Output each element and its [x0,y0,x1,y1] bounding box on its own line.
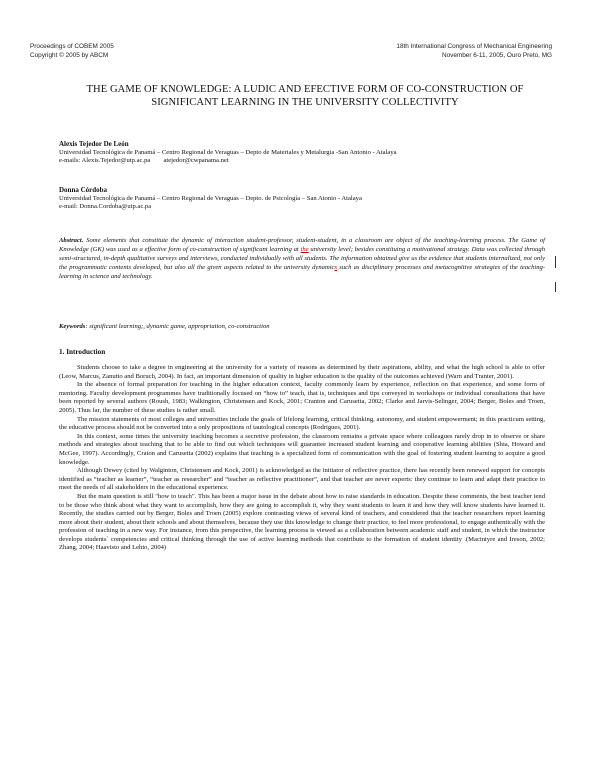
revision-bar-2 [555,282,556,292]
keywords-text: : significant learning;, dynamic game, appropriation, co-construction [85,323,270,330]
tracked-change-link-1[interactable]: the [300,246,309,254]
copyright-line: Copyright © 2005 by ABCM [30,51,109,59]
abstract [59,236,545,281]
section-heading: 1. Introduction [59,348,106,356]
running-header-left [30,43,114,60]
author-affiliation: Universidad Tecnológica de Panamá – Centro Regional de Veraguas – Depto. de Psicología – San Atonio - Atalaya [59,194,362,202]
revision-bar-1 [555,256,556,268]
abstract-label: Abstract. [59,237,84,244]
abstract-text-1: Some elements that constitute the dynamic of interaction student-professor, student-student, in a classroom are object of the teaching-learning process. The Game of Knowledge (GK) was used as a effective form of co-construction of significant learning at [59,237,545,254]
author-name: Alexis Tejedor De León [59,140,129,148]
author-block-2 [59,186,549,212]
paragraph: But the main question is still "how to teach". This has been a major issue in the debate about how to raise standards in education. Despite these comments, the best teacher tend to be those who think about what they want to accomplish, how they are going to accomplish it, why they want students to learn it and how they will know students have learned it. Recently, the studies carried out by Berger, Boles and Troen (2005) explore contrasting views of several kind of teachers, and considered that the teacher researchers report learning more about their student, about their schools and about themselves, because they use this knowledge to change their practice, to feel more professional, to engage authentically with the profession of teaching in a new way. For instance, from this perspective, the learning process is viewed as a collaboration between academic staff and student, in which the instructor develops students´ competencies and critical thinking through the use of active learning methods that contribute to the formation of student identity .(Macintyre and Ireson, 2002; Zhang, 2004; Haavisto and Lehto, 2004) [59,492,545,552]
paragraph: In the absence of formal preparation for teaching in the higher education context, faculty commonly learn by experience, reflection on that experience, and some form of mentoring. Faculty development programmes have traditionally focused on “how to” teach, that is, techniques and tips conveyed in workshops or individual consultations that have been reported by several authors (Roush, 1983; Walkington, Christensen and Kock, 2001; Cranton and Carusetta, 2002; Clarke and Jarvis-Selinger, 2004; Berger, Boles and Troen, 2005). Thus far, the number of these studies is rather small. [59,381,545,414]
author-block-1 [59,140,549,166]
running-header-right [396,43,552,60]
introduction-body [59,364,545,553]
abstract-text-2: university level; besides constituing a motivational strategy. Data was collected through semi-structured, in-depth qualitative surveys and interviews, conducted individually with all students. The information obtained give us the evidence that students internalized, not only the programmatic contents developed, but also all the given aspects related to the university dynamic [59,246,545,272]
tracked-change-link-2[interactable]: s [334,264,338,272]
date-location-line: November 6-11, 2005, Ouro Preto, MG [442,51,552,59]
author-email: e-mail: Donna.Cordoba@utp.ac.pa [59,203,152,211]
keywords-label: Keywords [59,323,86,330]
keywords [59,323,545,332]
paragraph: The mission statements of most colleges and universities include the goals of lifelong learning, critical thinking, autonomy, and student empowerment; in this practicum setting, the educative process should not be converted into a only propositions of tautological concepts (Rodrigues, 2001). [59,415,545,432]
abstract-text-3: such as disciplinary processes and metacognitive strategies of the teaching-learning in science and technology. [59,264,545,281]
author-name: Donna Córdoba [59,186,108,194]
proceedings-line: Proceedings of COBEM 2005 [30,43,114,50]
author-email: e-mails: Alexis.Tejedor@utp.ac.pa atejedor@cwpanama.net [59,157,229,165]
paragraph: Students choose to take a degree in engineering at the university for a variety of reasons as determined by their aspirations, ability, and what the high school is able to offer (Leow, Marcus, Zanutto and Boruch, 2004). In fact, an important dimension of quality in higher education is the quality of the outcomes achieved (Warn and Tranter, 2001). [59,364,545,380]
author-affiliation: Universidad Tecnológica de Panamá – Centro Regional de Veraguas – Depto de Materiales y Metalurgia -San Antonio - Atalaya [59,148,397,156]
congress-line: 18th International Congress of Mechanical Engineering [396,43,552,50]
paper-title: THE GAME OF KNOWLEDGE: A LUDIC AND EFECTIVE FORM OF CO-CONSTRUCTION OF SIGNIFICANT LEARNING IN THE UNIVERSITY COLLECTIVITY [86,84,524,109]
paragraph: In this context, some times the university teaching becomes a secretive profession, the classroom remains a private space where colleagues rarely drop in to observe or share methods and strategies about teaching that to be able to find out which techniques will guarantee increased student learning and cooperative learning abilities (Shia, Howard and McGee, 1997). Accordingly, Craton and Carusetta (2002) explains that teaching is a specialized form of communication with the goal of fostering student learning to acquire a good knowledge. [59,432,545,466]
paragraph: Although Dewey (cited by Walginton, Christensen and Kock, 2001) is acknowledged as the initiator of reflective practice, there has recently been renewed support for concepts identified as “teacher as learner”, “teacher as researcher” and “teacher as reflective practitioner”, and that teacher are never experts: they continue to learn and adapt their practice to meet the needs of all stakeholders in the educational experience. [59,467,545,492]
